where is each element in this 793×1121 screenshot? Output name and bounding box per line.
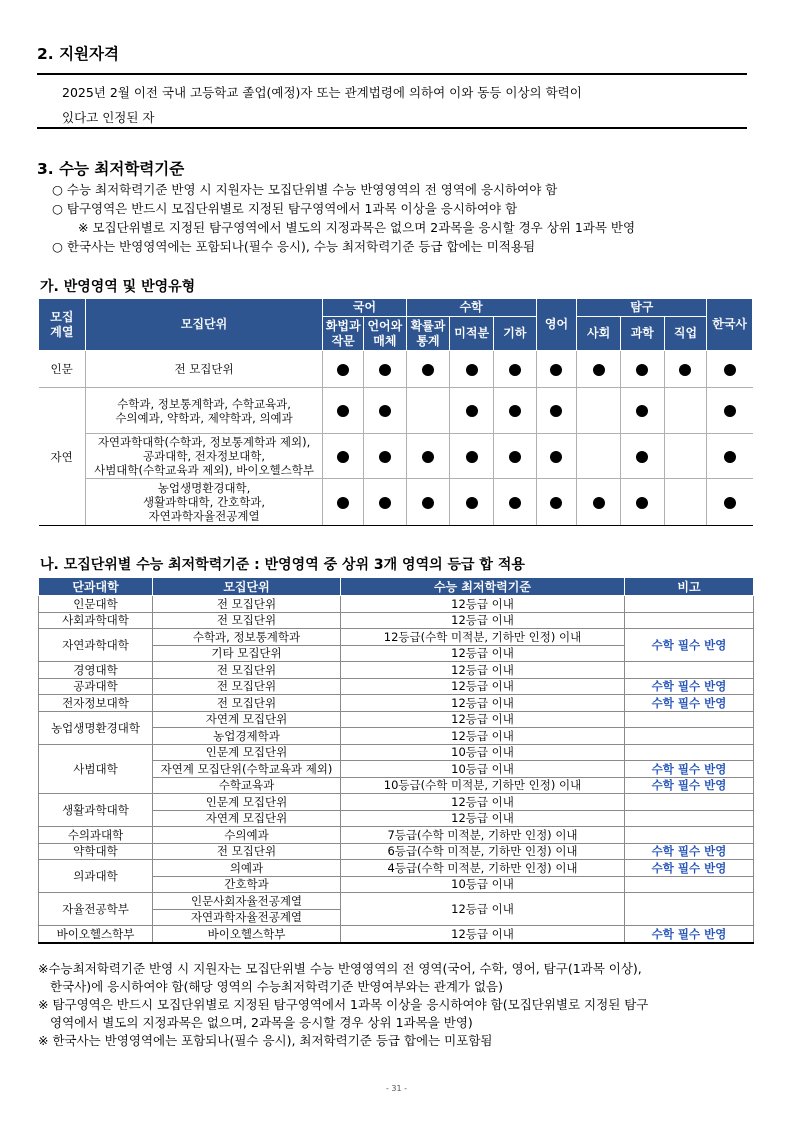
- filled-circle-icon: [679, 364, 691, 376]
- mark-cell: [707, 479, 753, 526]
- unit-cell: 기타 모집단위: [153, 645, 341, 662]
- filled-circle-icon: [724, 451, 736, 463]
- college-cell: 사회과학대학: [39, 612, 153, 629]
- criteria-cell: 7등급(수학 미적분, 기하만 인정) 이내: [341, 827, 625, 844]
- filled-circle-icon: [636, 364, 648, 376]
- filled-circle-icon: [550, 497, 562, 509]
- filled-circle-icon: [550, 364, 562, 376]
- tableB-row: [39, 843, 754, 860]
- criteria-cell: 10등급 이내: [341, 744, 625, 761]
- tableB-row: [39, 794, 754, 811]
- unit-cell: 전 모집단위: [153, 678, 341, 695]
- mark-cell: [664, 479, 707, 526]
- note-cell: [625, 794, 754, 811]
- criteria-cell: 12등급 이내: [341, 893, 625, 926]
- criteria-cell: 10등급 이내: [341, 761, 625, 778]
- tableB-row: [39, 596, 754, 613]
- filled-circle-icon: [509, 364, 521, 376]
- filled-circle-icon: [636, 405, 648, 417]
- unit-cell: 전 모집단위: [85, 351, 323, 388]
- header-sub: 확률과 통계: [406, 317, 450, 351]
- mark-cell: [450, 388, 494, 434]
- mark-cell: [664, 388, 707, 434]
- note-cell: 수학 필수 반영: [625, 678, 754, 695]
- tableA-row: [39, 351, 753, 388]
- section2-title: 2. 지원자격: [37, 45, 119, 63]
- filled-circle-icon: [466, 451, 478, 463]
- mark-cell: [536, 479, 577, 526]
- header-unit: 모집단위: [153, 578, 341, 596]
- criteria-cell: 6등급(수학 미적분, 기하만 인정) 이내: [341, 843, 625, 860]
- note-cell: 수학 필수 반영: [625, 926, 754, 943]
- tableA-row: [39, 479, 753, 526]
- unit-cell: 수의예과: [153, 827, 341, 844]
- tableA-row: [39, 434, 753, 479]
- header-sub: 과학: [620, 317, 664, 351]
- tableA-row: [39, 388, 753, 434]
- unit-cell: 의예과: [153, 860, 341, 877]
- divider: [37, 127, 747, 129]
- criteria-cell: 12등급 이내: [341, 662, 625, 679]
- filled-circle-icon: [337, 497, 349, 509]
- mark-cell: [364, 351, 407, 388]
- header-sub: 기하: [494, 317, 537, 351]
- college-cell: 바이오헬스학부: [39, 926, 153, 943]
- note-cell: [625, 728, 754, 745]
- header-english: 영어: [536, 299, 577, 351]
- filled-circle-icon: [466, 497, 478, 509]
- bullet: ○ 한국사는 반영영역에는 포함되나(필수 응시), 수능 최저학력기준 등급 합에는 미적용됨: [52, 239, 536, 254]
- footnote-line: ※수능최저학력기준 반영 시 지원자는 모집단위별 수능 반영영역의 전 영역(국어, 수학, 영어, 탐구(1과목 이상),: [38, 961, 642, 976]
- mark-cell: [406, 388, 450, 434]
- mark-cell: [494, 434, 537, 479]
- mark-cell: [406, 434, 450, 479]
- mark-cell: [494, 351, 537, 388]
- criteria-cell: 12등급 이내: [341, 728, 625, 745]
- criteria-cell: 10등급(수학 미적분, 기하만 인정) 이내: [341, 777, 625, 794]
- footnote-line: 영역에서 별도의 지정과목은 없으며, 2과목을 응시할 경우 상위 1과목을 반영): [50, 1015, 473, 1030]
- filled-circle-icon: [466, 405, 478, 417]
- unit-cell: 전 모집단위: [153, 612, 341, 629]
- header-group: 모집 계열: [39, 299, 86, 351]
- unit-cell: 자연계 모집단위(수학교육과 제외): [153, 761, 341, 778]
- unit-cell: 바이오헬스학부: [153, 926, 341, 943]
- unit-cell: 전 모집단위: [153, 596, 341, 613]
- unit-cell: 자연과학자율전공계열: [153, 909, 341, 926]
- tableB-row: [39, 629, 754, 646]
- tableB-row: [39, 678, 754, 695]
- header-math: 수학: [406, 299, 536, 317]
- tableB-row: [39, 612, 754, 629]
- college-cell: 수의과대학: [39, 827, 153, 844]
- unit-cell: 수학과, 정보통계학과: [153, 629, 341, 646]
- note-cell: [625, 744, 754, 761]
- mark-cell: [450, 434, 494, 479]
- section2-line1: 2025년 2월 이전 국내 고등학교 졸업(예정)자 또는 관계법령에 의하여 이와 동등 이상의 학력이: [62, 85, 582, 100]
- note-cell: [625, 893, 754, 926]
- mark-cell: [364, 434, 407, 479]
- note-cell: [625, 612, 754, 629]
- filled-circle-icon: [550, 405, 562, 417]
- criteria-cell: 12등급 이내: [341, 612, 625, 629]
- filled-circle-icon: [466, 364, 478, 376]
- unit-cell: 자연계 모집단위: [153, 711, 341, 728]
- tableB-row: [39, 695, 754, 712]
- tableB-row: [39, 662, 754, 679]
- mark-cell: [577, 434, 621, 479]
- filled-circle-icon: [724, 405, 736, 417]
- note-cell: [625, 596, 754, 613]
- footnote-line: ※ 탐구영역은 반드시 모집단위별로 지정된 탐구영역에서 1과목 이상을 응시하여야 함(모집단위별로 지정된 탐구: [38, 997, 649, 1012]
- mark-cell: [536, 351, 577, 388]
- mark-cell: [577, 388, 621, 434]
- college-cell: 전자정보대학: [39, 695, 153, 712]
- filled-circle-icon: [636, 451, 648, 463]
- mark-cell: [536, 434, 577, 479]
- mark-cell: [577, 351, 621, 388]
- mark-cell: [707, 351, 753, 388]
- college-cell: 자율전공학부: [39, 893, 153, 926]
- section2-body: [62, 80, 742, 130]
- filled-circle-icon: [724, 497, 736, 509]
- header-history: 한국사: [707, 299, 753, 351]
- mark-cell: [406, 479, 450, 526]
- note-cell: [625, 810, 754, 827]
- mark-cell: [664, 351, 707, 388]
- criteria-cell: 12등급(수학 미적분, 기하만 인정) 이내: [341, 629, 625, 646]
- college-cell: 생활과학대학: [39, 794, 153, 827]
- note-cell: [625, 662, 754, 679]
- group-cell: 자연: [39, 388, 86, 526]
- criteria-cell: 12등급 이내: [341, 711, 625, 728]
- mark-cell: [494, 388, 537, 434]
- filled-circle-icon: [379, 364, 391, 376]
- mark-cell: [323, 479, 364, 526]
- header-sub: 미적분: [450, 317, 494, 351]
- mark-cell: [536, 388, 577, 434]
- criteria-cell: 12등급 이내: [341, 645, 625, 662]
- mark-cell: [364, 479, 407, 526]
- criteria-cell: 12등급 이내: [341, 794, 625, 811]
- college-cell: 농업생명환경대학: [39, 711, 153, 744]
- note-cell: [625, 827, 754, 844]
- filled-circle-icon: [593, 364, 605, 376]
- college-cell: 약학대학: [39, 843, 153, 860]
- note-cell: [625, 711, 754, 728]
- unit-cell: 자연계 모집단위: [153, 810, 341, 827]
- minimum-criteria-table: [38, 577, 754, 944]
- mark-cell: [620, 388, 664, 434]
- header-inquiry: 탐구: [577, 299, 707, 317]
- tableB-row: [39, 860, 754, 877]
- header-korean: 국어: [323, 299, 406, 317]
- mark-cell: [450, 479, 494, 526]
- unit-cell: 수학과, 정보통계학과, 수학교육과, 수의예과, 약학과, 제약학과, 의예과: [85, 388, 323, 434]
- filled-circle-icon: [509, 497, 521, 509]
- mark-cell: [323, 351, 364, 388]
- section3-title: 3. 수능 최저학력기준: [37, 160, 185, 178]
- mark-cell: [323, 388, 364, 434]
- note-cell: 수학 필수 반영: [625, 629, 754, 662]
- filled-circle-icon: [337, 451, 349, 463]
- criteria-cell: 12등급 이내: [341, 678, 625, 695]
- unit-cell: 전 모집단위: [153, 843, 341, 860]
- mark-cell: [406, 351, 450, 388]
- mark-cell: [450, 351, 494, 388]
- header-college: 단과대학: [39, 578, 153, 596]
- filled-circle-icon: [337, 364, 349, 376]
- note-cell: 수학 필수 반영: [625, 843, 754, 860]
- note-cell: [625, 876, 754, 893]
- header-criteria: 수능 최저학력기준: [341, 578, 625, 596]
- criteria-cell: 12등급 이내: [341, 810, 625, 827]
- mark-cell: [364, 388, 407, 434]
- unit-cell: 농업경제학과: [153, 728, 341, 745]
- header-sub: 언어와 매체: [364, 317, 407, 351]
- page-number: - 31 -: [385, 1084, 408, 1093]
- unit-cell: 간호학과: [153, 876, 341, 893]
- criteria-cell: 4등급(수학 미적분, 기하만 인정) 이내: [341, 860, 625, 877]
- note-cell: 수학 필수 반영: [625, 761, 754, 778]
- bullet: ○ 탐구영역은 반드시 모집단위별로 지정된 탐구영역에서 1과목 이상을 응시하여야 함: [52, 201, 518, 216]
- filled-circle-icon: [636, 497, 648, 509]
- filled-circle-icon: [422, 451, 434, 463]
- mark-cell: [620, 351, 664, 388]
- header-note: 비고: [625, 578, 754, 596]
- college-cell: 사범대학: [39, 744, 153, 794]
- note-cell: 수학 필수 반영: [625, 695, 754, 712]
- mark-cell: [620, 479, 664, 526]
- criteria-cell: 12등급 이내: [341, 926, 625, 943]
- filled-circle-icon: [593, 497, 605, 509]
- college-cell: 인문대학: [39, 596, 153, 613]
- header-sub: 직업: [664, 317, 707, 351]
- unit-cell: 자연과학대학(수학과, 정보통계학과 제외), 공과대학, 전자정보대학, 사범대학(수학교육과 제외), 바이오헬스학부: [85, 434, 323, 479]
- college-cell: 경영대학: [39, 662, 153, 679]
- unit-cell: 전 모집단위: [153, 662, 341, 679]
- mark-cell: [707, 434, 753, 479]
- header-sub: 화법과 작문: [323, 317, 364, 351]
- mark-cell: [577, 479, 621, 526]
- college-cell: 공과대학: [39, 678, 153, 695]
- note-cell: 수학 필수 반영: [625, 777, 754, 794]
- section2-line2: 있다고 인정된 자: [62, 110, 155, 125]
- mark-cell: [620, 434, 664, 479]
- bullet-note: ※ 모집단위별로 지정된 탐구영역에서 별도의 지정과목은 없으며 2과목을 응시할 경우 상위 1과목 반영: [78, 220, 636, 235]
- mark-cell: [323, 434, 364, 479]
- filled-circle-icon: [337, 405, 349, 417]
- filled-circle-icon: [724, 364, 736, 376]
- criteria-cell: 10등급 이내: [341, 876, 625, 893]
- tableB-row: [39, 744, 754, 761]
- unit-cell: 농업생명환경대학, 생활과학대학, 간호학과, 자연과학자율전공계열: [85, 479, 323, 526]
- tableA-title: 가. 반영영역 및 반영유형: [40, 279, 196, 295]
- filled-circle-icon: [379, 497, 391, 509]
- footnote-line: 한국사)에 응시하여야 함(해당 영역의 수능최저학력기준 반영여부와는 관계가 없음): [50, 979, 503, 994]
- reflection-area-table: [38, 298, 753, 526]
- unit-cell: 인문계 모집단위: [153, 794, 341, 811]
- college-cell: 자연과학대학: [39, 629, 153, 662]
- tableB-row: [39, 926, 754, 943]
- filled-circle-icon: [379, 405, 391, 417]
- header-unit: 모집단위: [85, 299, 323, 351]
- filled-circle-icon: [509, 451, 521, 463]
- tableB-row: [39, 827, 754, 844]
- tableB-row: [39, 711, 754, 728]
- footnote: [38, 960, 753, 1050]
- unit-cell: 수학교육과: [153, 777, 341, 794]
- mark-cell: [664, 434, 707, 479]
- filled-circle-icon: [422, 364, 434, 376]
- group-cell: 인문: [39, 351, 86, 388]
- college-cell: 의과대학: [39, 860, 153, 893]
- mark-cell: [707, 388, 753, 434]
- unit-cell: 인문사회자율전공계열: [153, 893, 341, 910]
- tableB-row: [39, 893, 754, 910]
- filled-circle-icon: [509, 405, 521, 417]
- divider: [37, 73, 747, 75]
- header-sub: 사회: [577, 317, 621, 351]
- footnote-line: ※ 한국사는 반영영역에는 포함되나(필수 응시), 최저학력기준 등급 합에는 미포함됨: [38, 1033, 493, 1048]
- unit-cell: 인문계 모집단위: [153, 744, 341, 761]
- bullet: ○ 수능 최저학력기준 반영 시 지원자는 모집단위별 수능 반영영역의 전 영역에 응시하여야 함: [52, 182, 558, 197]
- filled-circle-icon: [422, 497, 434, 509]
- criteria-cell: 12등급 이내: [341, 695, 625, 712]
- tableB-title: 나. 모집단위별 수능 최저학력기준 : 반영영역 중 상위 3개 영역의 등급 합 적용: [40, 557, 525, 573]
- criteria-cell: 12등급 이내: [341, 596, 625, 613]
- unit-cell: 전 모집단위: [153, 695, 341, 712]
- filled-circle-icon: [550, 451, 562, 463]
- note-cell: 수학 필수 반영: [625, 860, 754, 877]
- filled-circle-icon: [379, 451, 391, 463]
- mark-cell: [494, 479, 537, 526]
